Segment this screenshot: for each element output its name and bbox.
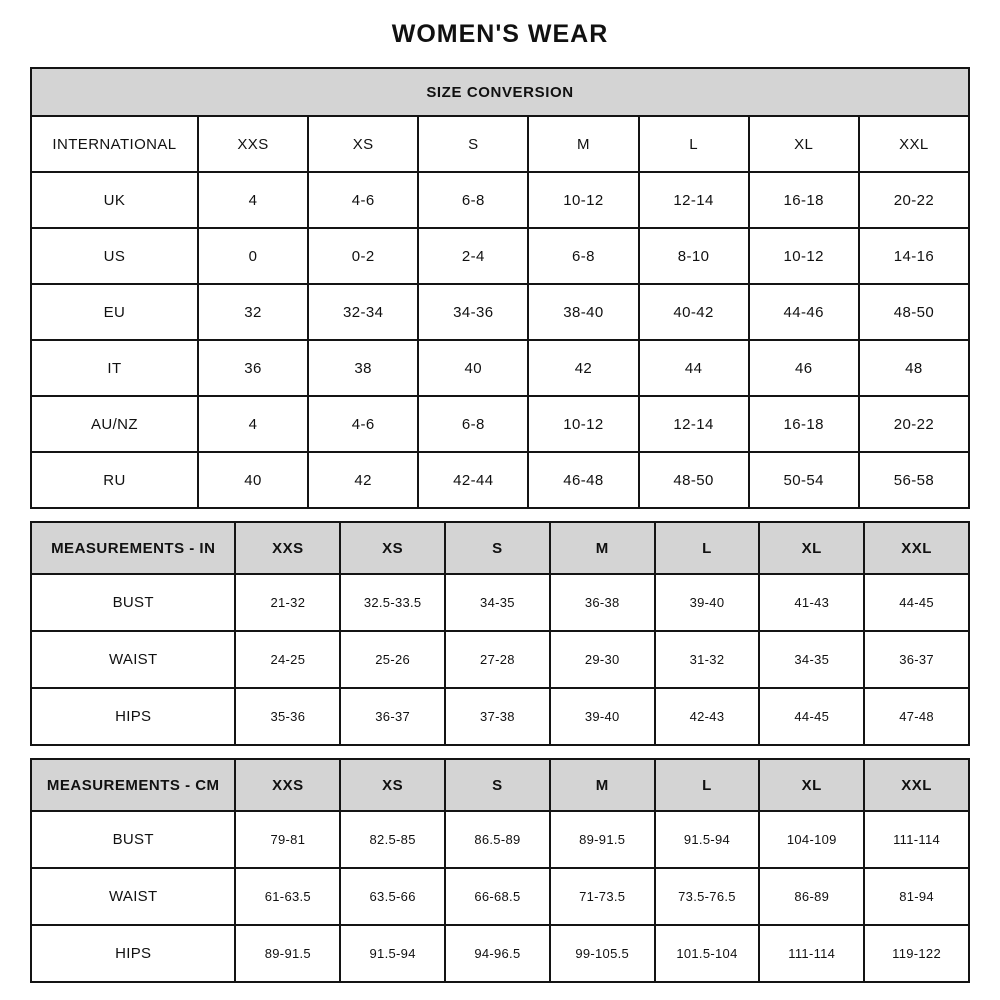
page-title: WOMEN'S WEAR: [391, 20, 609, 48]
data-cell: 94-96.5: [445, 925, 550, 982]
header-cell: M: [550, 522, 655, 574]
table-row: [31, 811, 969, 868]
row-label-cell: WAIST: [31, 868, 235, 925]
data-cell: 42-44: [418, 452, 528, 508]
data-cell: 37-38: [445, 688, 550, 745]
data-cell: 86-89: [759, 868, 864, 925]
data-cell: 63.5-66: [340, 868, 445, 925]
data-cell: 42-43: [655, 688, 760, 745]
data-cell: 34-35: [445, 574, 550, 631]
data-cell: 47-48: [864, 688, 969, 745]
data-cell: 4-6: [308, 172, 418, 228]
data-cell: 119-122: [864, 925, 969, 982]
data-cell: 32: [198, 284, 308, 340]
data-cell: 27-28: [445, 631, 550, 688]
data-cell: XXL: [859, 116, 969, 172]
data-cell: 6-8: [418, 396, 528, 452]
data-cell: 34-35: [759, 631, 864, 688]
data-cell: 25-26: [340, 631, 445, 688]
data-cell: 10-12: [528, 396, 638, 452]
data-cell: 16-18: [749, 172, 859, 228]
data-cell: 44: [639, 340, 749, 396]
data-cell: 12-14: [639, 396, 749, 452]
data-cell: XS: [308, 116, 418, 172]
table-row: [31, 452, 969, 508]
row-label-cell: EU: [31, 284, 198, 340]
data-cell: 14-16: [859, 228, 969, 284]
row-label-cell: INTERNATIONAL: [31, 116, 198, 172]
row-label-cell: US: [31, 228, 198, 284]
measurements-in-table: [30, 521, 970, 746]
data-cell: 36-37: [340, 688, 445, 745]
data-cell: 4: [198, 396, 308, 452]
table-row: [31, 574, 969, 631]
data-cell: 40-42: [639, 284, 749, 340]
data-cell: 48: [859, 340, 969, 396]
data-cell: 0: [198, 228, 308, 284]
data-cell: S: [418, 116, 528, 172]
header-cell: XL: [759, 522, 864, 574]
data-cell: 66-68.5: [445, 868, 550, 925]
data-cell: 42: [308, 452, 418, 508]
data-cell: 71-73.5: [550, 868, 655, 925]
data-cell: XL: [749, 116, 859, 172]
header-cell: XS: [340, 522, 445, 574]
header-cell: XXL: [864, 522, 969, 574]
header-cell: MEASUREMENTS - CM: [31, 759, 235, 811]
data-cell: 42: [528, 340, 638, 396]
header-cell: S: [445, 759, 550, 811]
header-cell: XXL: [864, 759, 969, 811]
data-cell: 44-45: [864, 574, 969, 631]
data-cell: 101.5-104: [655, 925, 760, 982]
data-cell: 61-63.5: [235, 868, 340, 925]
table-row: [31, 228, 969, 284]
table-row: [31, 925, 969, 982]
measurements-cm-table: [30, 758, 970, 983]
header-cell: XL: [759, 759, 864, 811]
row-label-cell: HIPS: [31, 688, 235, 745]
data-cell: 0-2: [308, 228, 418, 284]
data-cell: 91.5-94: [655, 811, 760, 868]
header-cell: MEASUREMENTS - IN: [31, 522, 235, 574]
data-cell: 39-40: [655, 574, 760, 631]
header-cell: XXS: [235, 759, 340, 811]
data-cell: 20-22: [859, 172, 969, 228]
data-cell: 44-45: [759, 688, 864, 745]
measurements-in-body: [31, 522, 969, 745]
row-label-cell: HIPS: [31, 925, 235, 982]
data-cell: 46-48: [528, 452, 638, 508]
table-row: [31, 688, 969, 745]
measurements-cm-body: [31, 759, 969, 982]
table-row: [31, 172, 969, 228]
data-cell: 79-81: [235, 811, 340, 868]
data-cell: 38-40: [528, 284, 638, 340]
header-cell: L: [655, 759, 760, 811]
data-cell: 32.5-33.5: [340, 574, 445, 631]
data-cell: 44-46: [749, 284, 859, 340]
table-row: [31, 340, 969, 396]
data-cell: 38: [308, 340, 418, 396]
table-row: [31, 868, 969, 925]
data-cell: 4: [198, 172, 308, 228]
row-label-cell: AU/NZ: [31, 396, 198, 452]
data-cell: 2-4: [418, 228, 528, 284]
table-row: [31, 631, 969, 688]
data-cell: 40: [418, 340, 528, 396]
data-cell: 40: [198, 452, 308, 508]
data-cell: 10-12: [749, 228, 859, 284]
table-row: [31, 522, 969, 574]
data-cell: 35-36: [235, 688, 340, 745]
data-cell: M: [528, 116, 638, 172]
data-cell: 21-32: [235, 574, 340, 631]
header-cell: S: [445, 522, 550, 574]
table-row: [31, 284, 969, 340]
size-conversion-body: [31, 68, 969, 508]
data-cell: 99-105.5: [550, 925, 655, 982]
data-cell: L: [639, 116, 749, 172]
data-cell: 6-8: [528, 228, 638, 284]
size-conversion-title: SIZE CONVERSION: [31, 68, 969, 116]
header-cell: XXS: [235, 522, 340, 574]
data-cell: 111-114: [864, 811, 969, 868]
table-row: [31, 116, 969, 172]
data-cell: 6-8: [418, 172, 528, 228]
data-cell: 8-10: [639, 228, 749, 284]
table-row: [31, 759, 969, 811]
data-cell: 24-25: [235, 631, 340, 688]
row-label-cell: BUST: [31, 811, 235, 868]
row-label-cell: UK: [31, 172, 198, 228]
data-cell: 73.5-76.5: [655, 868, 760, 925]
data-cell: 32-34: [308, 284, 418, 340]
row-label-cell: IT: [31, 340, 198, 396]
data-cell: 82.5-85: [340, 811, 445, 868]
data-cell: 50-54: [749, 452, 859, 508]
data-cell: XXS: [198, 116, 308, 172]
data-cell: 86.5-89: [445, 811, 550, 868]
data-cell: 89-91.5: [235, 925, 340, 982]
table-row: [31, 396, 969, 452]
data-cell: 16-18: [749, 396, 859, 452]
size-conversion-table: [30, 67, 970, 509]
data-cell: 111-114: [759, 925, 864, 982]
data-cell: 41-43: [759, 574, 864, 631]
data-cell: 104-109: [759, 811, 864, 868]
data-cell: 12-14: [639, 172, 749, 228]
data-cell: 36: [198, 340, 308, 396]
header-cell: M: [550, 759, 655, 811]
data-cell: 48-50: [639, 452, 749, 508]
data-cell: 48-50: [859, 284, 969, 340]
data-cell: 56-58: [859, 452, 969, 508]
data-cell: 36-38: [550, 574, 655, 631]
data-cell: 29-30: [550, 631, 655, 688]
header-cell: L: [655, 522, 760, 574]
data-cell: 46: [749, 340, 859, 396]
data-cell: 39-40: [550, 688, 655, 745]
row-label-cell: WAIST: [31, 631, 235, 688]
table-row: [31, 68, 969, 116]
data-cell: 4-6: [308, 396, 418, 452]
data-cell: 36-37: [864, 631, 969, 688]
data-cell: 20-22: [859, 396, 969, 452]
data-cell: 81-94: [864, 868, 969, 925]
row-label-cell: BUST: [31, 574, 235, 631]
data-cell: 31-32: [655, 631, 760, 688]
data-cell: 89-91.5: [550, 811, 655, 868]
data-cell: 10-12: [528, 172, 638, 228]
data-cell: 34-36: [418, 284, 528, 340]
data-cell: 91.5-94: [340, 925, 445, 982]
header-cell: XS: [340, 759, 445, 811]
row-label-cell: RU: [31, 452, 198, 508]
